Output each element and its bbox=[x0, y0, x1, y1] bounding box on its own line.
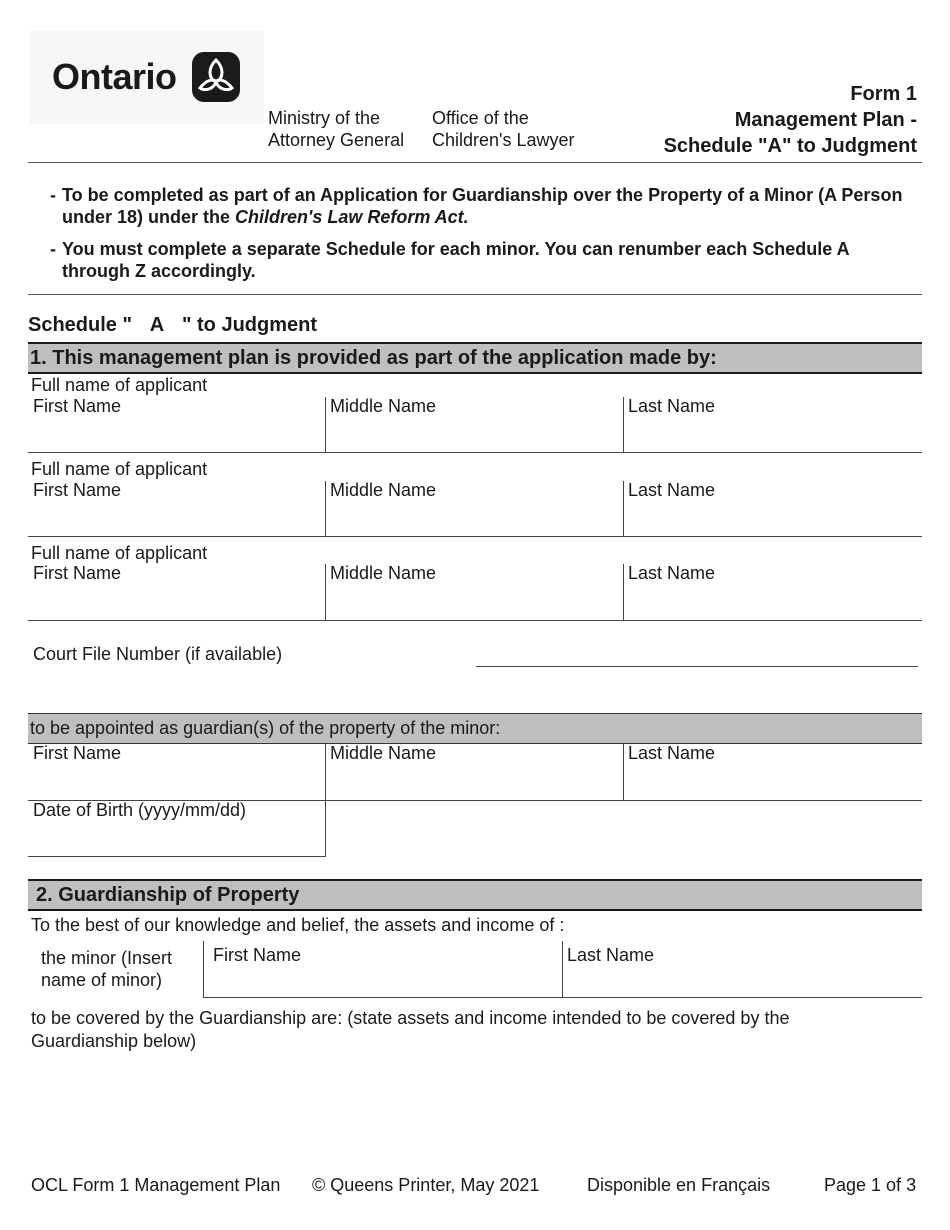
applicant-3-last-input[interactable] bbox=[626, 588, 920, 618]
divider bbox=[562, 941, 563, 997]
applicant-2-last-label: Last Name bbox=[628, 480, 716, 500]
applicant-1-heading: Full name of applicant bbox=[31, 375, 208, 395]
applicant-2-middle-input[interactable] bbox=[328, 504, 621, 534]
divider bbox=[28, 856, 326, 857]
footer-page-number: Page 1 of 3 bbox=[824, 1175, 917, 1195]
applicant-2-heading: Full name of applicant bbox=[31, 459, 208, 479]
minor-middle-input[interactable] bbox=[328, 768, 621, 798]
section-2-intro: To the best of our knowledge and belief, the assets and income of : bbox=[31, 915, 565, 935]
dob-label: Date of Birth (yyyy/mm/dd) bbox=[33, 800, 247, 820]
footer-form-name: OCL Form 1 Management Plan bbox=[31, 1175, 281, 1195]
minor-last-name-label: Last Name bbox=[567, 945, 655, 965]
applicant-3-heading: Full name of applicant bbox=[31, 543, 208, 563]
applicant-1-first-label: First Name bbox=[33, 396, 122, 416]
divider bbox=[623, 564, 624, 620]
office-name: Office of the Children's Lawyer bbox=[432, 108, 575, 150]
applicant-2-first-input[interactable] bbox=[28, 504, 323, 534]
covered-text: to be covered by the Guardianship are: (state assets and income intended to be covered by the Guardianship below) bbox=[31, 1008, 790, 1051]
court-file-label: Court File Number (if available) bbox=[33, 644, 283, 664]
applicant-2-first-label: First Name bbox=[33, 480, 122, 500]
applicant-3-first-label: First Name bbox=[33, 563, 122, 583]
applicant-3-middle-input[interactable] bbox=[328, 588, 621, 618]
instruction-1: - To be completed as part of an Application for Guardianship over the Property of a Minor (A Person under 18) under the Children's Law Reform Act. bbox=[50, 185, 903, 227]
applicant-1-middle-input[interactable] bbox=[328, 420, 621, 450]
minor-name-label: the minor (Insert name of minor) bbox=[41, 948, 173, 990]
court-file-input[interactable] bbox=[476, 640, 918, 666]
section-1-header: 1. This management plan is provided as part of the application made by: bbox=[28, 342, 922, 374]
applicant-3-middle-label: Middle Name bbox=[330, 563, 437, 583]
divider bbox=[28, 620, 922, 621]
divider bbox=[203, 997, 922, 998]
schedule-letter-field[interactable]: A bbox=[149, 314, 165, 336]
logo-text: Ontario bbox=[52, 56, 177, 97]
minor-first-input[interactable] bbox=[28, 768, 323, 798]
court-file-underline bbox=[476, 666, 918, 667]
applicant-2-middle-label: Middle Name bbox=[330, 480, 437, 500]
applicant-3-last-label: Last Name bbox=[628, 563, 716, 583]
applicant-1-first-input[interactable] bbox=[28, 420, 323, 450]
dob-input[interactable] bbox=[28, 825, 323, 855]
minor-first-name-input[interactable] bbox=[206, 966, 560, 996]
divider bbox=[623, 397, 624, 452]
minor-first-label: First Name bbox=[33, 743, 122, 763]
header-divider bbox=[28, 162, 922, 163]
divider bbox=[325, 397, 326, 452]
ontario-logo bbox=[30, 30, 264, 124]
divider bbox=[623, 744, 624, 800]
minor-first-name-label: First Name bbox=[213, 945, 302, 965]
applicant-1-last-label: Last Name bbox=[628, 396, 716, 416]
applicant-1-last-input[interactable] bbox=[626, 420, 920, 450]
divider bbox=[325, 481, 326, 536]
divider bbox=[203, 941, 204, 997]
schedule-heading: Schedule " A " to Judgment bbox=[28, 314, 317, 336]
footer-french-link: Disponible en Français bbox=[587, 1175, 771, 1195]
minor-last-name-input[interactable] bbox=[565, 966, 920, 996]
divider bbox=[623, 481, 624, 536]
applicant-2-last-input[interactable] bbox=[626, 504, 920, 534]
form-title: Form 1 Management Plan - Schedule "A" to Judgment bbox=[663, 83, 917, 157]
trillium-icon bbox=[192, 52, 240, 102]
footer-copyright: © Queens Printer, May 2021 bbox=[312, 1175, 540, 1195]
applicant-3-first-input[interactable] bbox=[28, 588, 323, 618]
minor-last-label: Last Name bbox=[628, 743, 716, 763]
divider bbox=[28, 536, 922, 537]
divider bbox=[28, 452, 922, 453]
section-2-header: 2. Guardianship of Property bbox=[28, 879, 922, 911]
guardian-bar: to be appointed as guardian(s) of the property of the minor: bbox=[28, 713, 922, 744]
instructions-divider bbox=[28, 294, 922, 295]
ministry-name: Ministry of the Attorney General bbox=[268, 108, 405, 150]
applicant-1-middle-label: Middle Name bbox=[330, 396, 437, 416]
minor-last-input[interactable] bbox=[626, 768, 920, 798]
divider bbox=[325, 564, 326, 620]
minor-middle-label: Middle Name bbox=[330, 743, 437, 763]
instruction-2: - You must complete a separate Schedule for each minor. You can renumber each Schedule A through Z accordingly. bbox=[50, 239, 849, 281]
